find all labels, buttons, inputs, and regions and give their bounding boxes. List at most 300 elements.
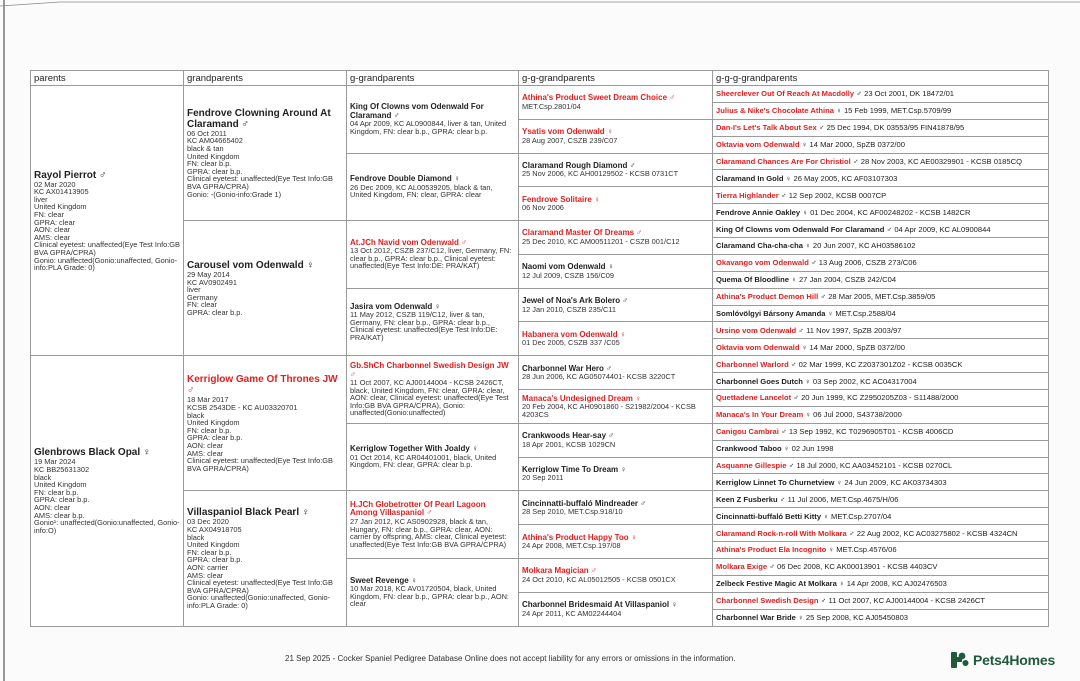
dog-detail-line: 13 Oct 2012, CSZB 237/C12, liver, Germany, FN: clear b.p., GPRA: clear b.p., Clinical eyetest: unaffected(Eye Test Info:DE: PRA/KAT) <box>350 246 512 271</box>
dog-name: Glenbrows Black Opal <box>34 447 141 459</box>
dog-name: Manaca's Undesigned Dream <box>522 393 633 403</box>
dog-name: Carousel vom Odenwald <box>187 259 304 271</box>
dog-name: Villaspaniol Black Pearl <box>187 507 300 519</box>
dog-cell-gg5 <box>347 356 519 424</box>
dog-detail-line: 20 Sep 2011 <box>522 473 564 483</box>
dog-name-link[interactable]: Crankwood Taboo <box>716 444 782 454</box>
dog-info: 02 Jun 1998 <box>791 444 834 454</box>
sex-icon: ♀ <box>791 275 797 285</box>
sex-icon: ♀ <box>801 342 808 352</box>
sex-icon: ♀ <box>619 329 626 339</box>
dog-name-link[interactable]: Charbonnel War Bride <box>716 613 796 623</box>
dog-name: Molkara Magician <box>522 566 589 576</box>
dog-name-link[interactable]: Molkara Exige <box>716 562 768 572</box>
dog-detail-line: 24 Apr 2008, MET.Csp.197/08 <box>522 541 621 550</box>
sex-icon: ♀ <box>142 447 151 459</box>
dog-detail-line: 29 May 2014 <box>187 269 230 279</box>
dog-detail-line: 18 Mar 2017 <box>187 395 229 405</box>
g-g-g-grandparent-cell <box>713 136 1049 153</box>
dog-detail-line: Clinical eyetest: unaffected(Eye Test Info:GB BVA GPRA/CPRA) <box>187 174 333 192</box>
dog-detail-line: 06 Oct 2011 <box>187 128 227 138</box>
dog-cell-gg2 <box>347 153 519 221</box>
dog-name: Gb.ShCh Charbonnel Swedish Design JW <box>350 361 509 371</box>
dog-cell-p2 <box>31 356 184 626</box>
dog-detail-line: Gonio: -(Gonio-info:Grade 1) <box>187 189 282 199</box>
dog-info: 03 Sep 2002, KC AC04317004 <box>812 376 917 386</box>
sex-icon: ♀ <box>823 511 829 521</box>
dog-detail-line: GPRA: clear b.p. <box>187 555 243 565</box>
sex-icon: ♀ <box>828 545 835 555</box>
dog-detail-line: 11 May 2012, CSZB 119/C12, liver & tan, Germany, FN: clear b.p., GPRA: clear b.p., Clinical eyetest: unaffected(Eye Test Info:DE: PRA/KAT) <box>350 310 498 342</box>
sex-icon: ♀ <box>838 579 845 589</box>
sex-icon: ♂ <box>779 494 786 504</box>
sex-icon: ♂ <box>426 508 433 518</box>
dog-info: 27 Jan 2004, CSZB 242/C04 <box>798 275 897 285</box>
dog-name: King Of Clowns vom Odenwald For Claramand <box>350 102 484 120</box>
dog-name-link[interactable]: Charbonnel Goes Dutch <box>716 376 803 386</box>
g-g-g-grandparent-cell <box>713 102 1049 119</box>
pedigree-row <box>31 86 1049 103</box>
dog-detail-line: 06 Nov 2006 <box>522 203 564 213</box>
g-g-g-grandparent-cell <box>713 119 1049 136</box>
g-g-g-grandparent-cell <box>713 390 1049 407</box>
g-g-g-grandparent-cell <box>713 187 1049 204</box>
dog-name-link[interactable] <box>34 170 180 181</box>
sex-icon: ♂ <box>790 359 797 369</box>
dog-info: 14 Mar 2000, SpZB 0372/00 <box>809 342 905 352</box>
g-g-g-grandparent-cell <box>713 491 1049 508</box>
dog-name: Charbonnel Bridesmaid At Villaspaniol <box>522 600 670 610</box>
sex-icon: ♂ <box>852 157 859 166</box>
sex-icon: ♂ <box>788 461 795 471</box>
dog-cell-ggg2 <box>519 119 713 153</box>
dog-detail-line: FN: clear b.p. <box>187 425 232 435</box>
dog-name-link[interactable]: Charbonnel Warlord <box>716 359 789 369</box>
dog-name: Rayol Pierrot <box>34 169 97 181</box>
dog-name: Ysatis vom Odenwald <box>522 127 605 137</box>
dog-detail-line: 28 Sep 2010, MET.Csp.918/10 <box>522 507 623 517</box>
sex-icon: ♂ <box>606 363 613 373</box>
dog-name: Athina's Product Sweet Dream Choice <box>522 93 668 103</box>
sex-icon: ♂ <box>781 427 787 437</box>
dog-info: 11 Nov 1997, SpZB 2003/97 <box>806 325 902 335</box>
dog-cell-gg4 <box>347 288 519 356</box>
dog-info: 12 Sep 2002, KCSB 0007CP <box>788 190 887 200</box>
dog-detail-line: AON: clear <box>187 440 224 450</box>
dog-detail-line: 26 Dec 2009, KC AL00539205, black & tan, United Kingdom, FN: clear, GPRA: clear <box>350 182 493 200</box>
dog-detail-line: 18 Apr 2001, KCSB 1029CN <box>522 439 616 449</box>
dog-name: At.JCh Navid vom Odenwald <box>350 237 459 247</box>
dog-cell-gg8 <box>347 558 519 626</box>
dog-info: 24 Jun 2009, KC AK03734303 <box>844 477 947 487</box>
g-g-g-grandparent-cell <box>713 592 1049 609</box>
g-g-g-grandparent-cell <box>713 440 1049 457</box>
dog-detail-line: KC AV0902491 <box>187 277 237 287</box>
dog-name-link[interactable]: Oktavia vom Odenwald <box>716 140 800 150</box>
g-g-g-grandparent-cell <box>713 221 1049 238</box>
sex-icon: ♂ <box>669 93 676 103</box>
dog-name: Kerriglow Time To Dream <box>522 464 619 474</box>
g-g-g-grandparent-cell <box>713 271 1049 288</box>
pedigree-row <box>31 356 1049 373</box>
footer-disclaimer: 21 Sep 2025 - Cocker Spaniel Pedigree Database Online does not accept liability for any errors or omissions in the information. <box>285 654 736 663</box>
dog-name-link[interactable]: Quettadene Lancelot <box>716 393 792 403</box>
dog-name: Charbonnel War Hero <box>522 363 604 373</box>
sex-icon: ♂ <box>848 528 855 538</box>
dog-detail-line: liver <box>187 285 201 295</box>
sex-icon: ♂ <box>769 562 775 572</box>
sex-icon: ♀ <box>635 393 642 403</box>
sex-icon: ♂ <box>810 258 817 268</box>
dog-info: 14 Mar 2000, SpZB 0372/00 <box>809 140 905 150</box>
g-g-g-grandparent-cell <box>713 542 1049 559</box>
brand-logo[interactable] <box>950 650 1055 670</box>
dog-detail-line: United Kingdom <box>34 480 87 490</box>
g-g-g-grandparent-cell <box>713 153 1049 170</box>
sex-icon: ♀ <box>607 262 614 272</box>
sex-icon: ♀ <box>454 174 461 183</box>
sex-icon: ♀ <box>827 309 834 319</box>
dog-cell-g4 <box>184 491 347 626</box>
sex-icon: ♀ <box>802 207 808 217</box>
dog-detail-line: black & tan <box>187 144 224 154</box>
dog-cell-ggg3 <box>519 153 713 187</box>
dog-name-link[interactable] <box>187 108 343 130</box>
dog-name-link[interactable]: Ursino vom Odenwald <box>716 325 797 335</box>
dog-cell-gg7 <box>347 491 519 559</box>
header-parents: parents <box>31 71 184 86</box>
brand-name: Pets4Homes <box>973 652 1056 668</box>
sex-icon: ♂ <box>461 237 468 247</box>
dog-info: 01 Dec 2004, KC AF00248202 - KCSB 1482CR <box>810 207 971 217</box>
dog-detail-line: 12 Jan 2010, CSZB 235/C11 <box>522 304 616 314</box>
dog-detail-line: 28 Jun 2006, KC AG05074401- KCSB 3220CT <box>522 372 676 382</box>
dog-cell-ggg7 <box>519 288 713 322</box>
dog-name-link[interactable]: Fendrove Annie Oakley <box>716 207 801 217</box>
sex-icon: ♂ <box>820 292 827 302</box>
dog-detail-line: FN: clear b.p. <box>187 159 232 169</box>
dog-name: Jasira vom Odenwald <box>350 301 433 311</box>
dog-name: Naomi vom Odenwald <box>522 262 606 272</box>
dog-detail-line: 04 Apr 2009, KC AL0900844, liver & tan, United Kingdom, FN: clear b.p., GPRA: clear b.p. <box>350 119 507 136</box>
dog-detail-line: GPRA: clear b.p. <box>34 495 90 505</box>
sex-icon: ♂ <box>780 190 787 200</box>
sex-icon: ♀ <box>805 241 811 251</box>
dog-detail-line: Germany <box>187 292 218 302</box>
dog-info: 15 Feb 1999, MET.Csp.5709/99 <box>843 106 952 116</box>
g-g-g-grandparent-cell <box>713 339 1049 356</box>
dog-detail-line: MET.Csp.2801/04 <box>522 101 581 111</box>
dog-info: MET.Csp.4576/06 <box>836 545 897 555</box>
g-g-g-grandparent-cell <box>713 254 1049 271</box>
dog-detail-line: Gonio¹: unaffected(Gonio:unaffected, Gonio-info:O) <box>34 518 180 535</box>
sex-icon: ♂ <box>629 160 636 170</box>
paw-icon <box>950 650 970 670</box>
sex-icon: ♂ <box>608 431 615 441</box>
sex-icon: ♀ <box>410 575 417 585</box>
dog-cell-ggg4 <box>519 187 713 221</box>
dog-detail-line: black <box>187 410 205 420</box>
dog-cell-gg3 <box>347 221 519 289</box>
header-g-g-g-grandparents: g-g-g-grandparents <box>713 71 1049 86</box>
g-g-g-grandparent-cell <box>713 204 1049 221</box>
dog-detail-line: United Kingdom <box>34 202 87 212</box>
dog-info: 11 Oct 2007, KC AJ00144004 - KCSB 2426CT <box>828 596 985 606</box>
dog-info: 06 Dec 2008, KC AK00013901 - KCSB 4403CV <box>777 562 938 572</box>
dog-detail-line: 27 Jan 2012, KC AS0902928, black & tan, Hungary, FN: clear b.p., GPRA: clear, AON: carrier by offspring, AMS: clear, Clinical eyetest: unaffected(Eye Test Info:GB BVA GPRA/CPRA) <box>350 516 507 549</box>
sex-icon: ♀ <box>805 410 812 420</box>
dog-detail-line: GPRA: clear <box>34 217 76 227</box>
dog-info: 18 Jul 2000, KC AA03452101 - KCSB 0270CL <box>796 461 953 471</box>
sex-icon: ♀ <box>801 140 808 150</box>
dog-cell-ggg9 <box>519 356 713 390</box>
dog-info: 28 Nov 2003, KC AE00329901 - KCSB 0185CQ <box>860 157 1022 166</box>
dog-detail-line: 28 Aug 2007, CSZB 239/C07 <box>522 135 618 145</box>
dog-name-link[interactable]: Claramand Rock-n-roll With Molkara <box>716 528 847 538</box>
dog-name-link[interactable]: Julius & Nike's Chocolate Athina <box>716 106 834 116</box>
dog-name: Cincinnatti-buffaló Mindreader <box>522 498 638 508</box>
dog-detail-line: AON: clear <box>34 502 71 512</box>
g-g-g-grandparent-cell <box>713 238 1049 255</box>
dog-cell-p1 <box>31 86 184 356</box>
g-g-g-grandparent-cell <box>713 288 1049 305</box>
dog-detail-line: United Kingdom <box>187 418 240 428</box>
sex-icon: ♂ <box>590 566 597 576</box>
dog-name-link[interactable]: Claramand Chances Are For Christiol <box>716 157 851 166</box>
dog-name-link[interactable]: Athina's Product Ela Incognito <box>716 545 827 555</box>
dog-detail-line: 19 Mar 2024 <box>34 457 76 467</box>
g-g-g-grandparent-cell <box>713 609 1049 626</box>
dog-cell-ggg12 <box>519 457 713 491</box>
g-g-g-grandparent-cell <box>713 305 1049 322</box>
dog-info: MET.Csp.2588/04 <box>835 309 896 319</box>
sex-icon: ♂ <box>818 123 825 133</box>
dog-info: 04 Apr 2009, KC AL0900844 <box>894 224 991 234</box>
dog-name: Athina's Product Happy Too <box>522 532 629 542</box>
dog-name-link[interactable]: Okavango vom Odenwald <box>716 258 809 268</box>
dog-name-link[interactable]: Tierra Highlander <box>716 190 779 200</box>
dog-detail-line: Gonio: unaffected(Gonio:unaffected, Gonio-info:PLA Grade: 0) <box>187 593 331 610</box>
dog-info: 23 Oct 2001, DK 18472/01 <box>864 89 955 99</box>
dog-cell-ggg13 <box>519 491 713 525</box>
dog-name-link[interactable]: Cincinnatti-buffaló Betti Kitty <box>716 511 822 521</box>
dog-info: 25 Dec 1994, DK 03553/95 FIN41878/95 <box>826 123 965 133</box>
dog-name: Jewel of Noa's Ark Bolero <box>522 296 621 306</box>
g-g-g-grandparent-cell <box>713 508 1049 525</box>
dog-info: 20 Jun 2007, KC AH03586102 <box>812 241 916 251</box>
dog-cell-gg6 <box>347 423 519 491</box>
sex-icon: ♂ <box>99 169 107 181</box>
dog-detail-line: 01 Oct 2014, KC AR04401001, black, United Kingdom, FN: clear, GPRA: clear b.p. <box>350 452 497 470</box>
dog-detail-line: FN: clear b.p. <box>187 547 232 557</box>
dog-name: Fendrove Double Diamond <box>350 174 452 183</box>
dog-name-link[interactable]: Sheerclever Out Of Reach At Macdolly <box>716 89 855 99</box>
dog-info: 13 Sep 1992, KC T0296905T01 - KCSB 4006CD <box>788 427 954 437</box>
dog-detail-line: GPRA: clear b.p. <box>187 433 243 443</box>
dog-detail-line: AMS: clear <box>187 448 224 458</box>
dog-detail-line: Gonio: unaffected(Gonio:unaffected, Gonio-info:PLA Grade: 0) <box>34 255 178 273</box>
sex-icon: ♀ <box>783 444 790 454</box>
dog-name-link[interactable]: Asquanne Gillespie <box>716 461 787 471</box>
dog-name: Sweet Revenge <box>350 575 409 585</box>
g-g-g-grandparent-cell <box>713 373 1049 390</box>
dog-name-link[interactable] <box>350 362 515 379</box>
sex-icon: ♂ <box>793 393 799 403</box>
sex-icon: ♀ <box>785 173 792 183</box>
header-g-grandparents: g-grandparents <box>347 71 519 86</box>
dog-name-link[interactable]: Manaca's In Your Dream <box>716 410 804 420</box>
header-g-g-grandparents: g-g-grandparents <box>519 71 713 86</box>
dog-name-link[interactable]: Charbonnel Swedish Design <box>716 596 819 606</box>
dog-cell-g2 <box>184 221 347 356</box>
dog-name-link[interactable]: Zelbeck Festive Magic At Molkara <box>716 579 837 589</box>
dog-detail-line: Clinical eyetest: unaffected(Eye Test Info:GB BVA GPRA/CPRA) <box>187 456 333 473</box>
dog-detail-line: GPRA: clear b.p. <box>187 166 243 176</box>
dog-detail-line: 25 Dec 2010, KC AM00511201 - CSZB 001/C12 <box>522 236 680 246</box>
dog-info: 28 Mar 2005, MET.Csp.3859/05 <box>828 292 936 302</box>
dog-cell-ggg14 <box>519 525 713 559</box>
dog-detail-line: AON: clear <box>34 225 71 235</box>
dog-detail-line: 02 Mar 2020 <box>34 179 76 189</box>
sex-icon: ♂ <box>640 498 647 508</box>
sex-icon: ♀ <box>798 613 804 623</box>
dog-detail-line: KC AX01413905 <box>34 187 89 197</box>
dog-info: 20 Jun 1999, KC Z2950205Z03 - S11488/2000 <box>801 393 959 403</box>
dog-cell-ggg15 <box>519 558 713 592</box>
dog-info: 02 Mar 1999, KC Z2037301Z02 - KCSB 0035CK <box>798 359 963 369</box>
dog-name: Claramand Master Of Dreams <box>522 228 635 238</box>
g-g-g-grandparent-cell <box>713 457 1049 474</box>
dog-name-link[interactable]: Kerriglow Linnet To Churnetview <box>716 477 835 487</box>
dog-name: H.JCh Globetrotter Of Pearl Lagoon Among Villaspaniol <box>350 499 486 518</box>
dog-name-link[interactable]: Dan-I's Let's Talk About Sex <box>716 123 817 133</box>
sex-icon: ♀ <box>306 259 314 271</box>
g-g-g-grandparent-cell <box>713 356 1049 373</box>
dog-cell-ggg8 <box>519 322 713 356</box>
dog-name: Claramand Rough Diamond <box>522 160 628 170</box>
dog-detail-line: liver <box>34 194 48 204</box>
dog-name-link[interactable] <box>350 103 515 120</box>
g-g-g-grandparent-cell <box>713 423 1049 440</box>
dog-name-link[interactable]: Quema Of Bloodline <box>716 275 789 285</box>
dog-detail-line: KCSB 2543DE - KC AU03320701 <box>187 402 298 412</box>
dog-cell-ggg10 <box>519 390 713 424</box>
dog-name: Fendrove Clowning Around At Claramand <box>187 107 331 130</box>
dog-cell-ggg6 <box>519 254 713 288</box>
dog-cell-gg1 <box>347 86 519 154</box>
dog-detail-line: 24 Oct 2010, KC AL05012505 - KCSB 0501CX <box>522 574 676 584</box>
sex-icon: ♂ <box>622 296 629 306</box>
dog-name-link[interactable]: Somlóvölgyi Bársony Amanda <box>716 309 826 319</box>
sex-icon: ♂ <box>636 228 643 238</box>
pedigree-table <box>30 70 1049 627</box>
sex-icon: ♀ <box>301 507 310 519</box>
dog-detail-line: 25 Nov 2006, KC AH00129502 - KCSB 0731CT <box>522 169 679 179</box>
header-grandparents: grandparents <box>184 71 347 86</box>
dog-name-link[interactable]: Canigou Cambrai <box>716 427 779 437</box>
dog-detail-line: black <box>187 532 205 542</box>
dog-detail-line: KC AX04918705 <box>187 524 242 534</box>
g-g-g-grandparent-cell <box>713 575 1049 592</box>
dog-detail-line: KC AM04665402 <box>187 136 243 146</box>
dog-name: Kerriglow Game Of Thrones JW <box>187 374 338 386</box>
sex-icon: ♀ <box>434 301 441 311</box>
sex-icon: ♀ <box>620 464 627 474</box>
dog-detail-line: FN: clear <box>34 209 64 219</box>
dog-name: Fendrove Solitaire <box>522 194 592 204</box>
dog-name-link[interactable]: Claramand Cha-cha-cha <box>716 241 803 251</box>
sex-icon: ♂ <box>350 369 356 379</box>
dog-detail-line: Clinical eyetest: unaffected(Eye Test Info:GB BVA GPRA/CPRA) <box>187 578 333 595</box>
dog-detail-line: GPRA: clear b.p. <box>187 307 243 317</box>
dog-detail-line: FN: clear <box>187 300 217 310</box>
dog-detail-line: AON: carrier <box>187 562 229 572</box>
sex-icon: ♀ <box>671 600 678 610</box>
dog-info: 11 Jul 2006, MET.Csp.4675/H/06 <box>787 494 899 504</box>
dog-cell-ggg11 <box>519 423 713 457</box>
dog-name-link[interactable]: Athina's Product Demon Hill <box>716 292 819 302</box>
dog-detail-line: 01 Dec 2005, CSZB 337 /C05 <box>522 338 620 348</box>
dog-cell-ggg1 <box>519 86 713 120</box>
dog-cell-ggg5 <box>519 221 713 255</box>
pedigree-row <box>31 491 1049 508</box>
dog-detail-line: 20 Feb 2004, KC AH0901860 - S21982/2004 - KCSB 4203CS <box>522 402 696 419</box>
g-g-g-grandparent-cell <box>713 406 1049 423</box>
dog-cell-g3 <box>184 356 347 491</box>
header-row <box>31 71 1049 86</box>
sex-icon: ♂ <box>798 325 804 335</box>
sex-icon: ♀ <box>805 376 811 386</box>
sex-icon: ♂ <box>241 118 249 130</box>
dog-detail-line: United Kingdom <box>187 151 240 161</box>
g-g-g-grandparent-cell <box>713 170 1049 187</box>
dog-name-link[interactable]: Claramand In Gold <box>716 173 784 183</box>
sex-icon: ♀ <box>472 444 479 454</box>
dog-info: MET.Csp.2707/04 <box>831 511 892 521</box>
g-g-g-grandparent-cell <box>713 558 1049 575</box>
dog-info: 13 Aug 2006, CSZB 273/C06 <box>818 258 917 268</box>
dog-detail-line: United Kingdom <box>187 540 240 550</box>
dog-name-link[interactable]: Keen Z Fusberku <box>716 494 778 504</box>
dog-name: Habanera vom Odenwald <box>522 329 618 339</box>
sex-icon: ♀ <box>594 194 601 204</box>
dog-info: 06 Jul 2000, S43738/2000 <box>813 410 902 420</box>
dog-detail-line: Clinical eyetest: unaffected(Eye Test Info:GB BVA GPRA/CPRA) <box>34 240 180 257</box>
dog-name-link[interactable] <box>187 374 343 396</box>
dog-detail-line: 12 Jul 2009, CSZB 156/C09 <box>522 270 615 280</box>
dog-name-link[interactable]: King Of Clowns vom Odenwald For Claramand <box>716 224 885 234</box>
dog-name-link[interactable]: Oktavia vom Odenwald <box>716 342 800 352</box>
sex-icon: ♀ <box>836 106 842 116</box>
dog-info: 26 May 2005, KC AF03107303 <box>793 173 898 183</box>
dog-detail-line: AMS: clear <box>187 570 224 580</box>
dog-detail-line: black <box>34 472 52 482</box>
dog-info: 25 Sep 2008, KC AJ05450803 <box>805 613 909 623</box>
g-g-g-grandparent-cell <box>713 525 1049 542</box>
dog-name-link[interactable] <box>350 501 515 518</box>
dog-detail-line: 11 Oct 2007, KC AJ00144004 - KCSB 2426CT, black, United Kingdom, FN: clear, GPRA: clear, AON: clear, Clinical eyetest: unaffected(Eye Test Info:GB BVA GPRA/CPRA), Gonio: unaffected(Gonio:unaffected) <box>350 378 509 418</box>
sex-icon: ♂ <box>187 385 195 397</box>
g-g-g-grandparent-cell <box>713 86 1049 103</box>
dog-detail-line: AMS: clear b.p. <box>34 510 85 520</box>
dog-cell-g1 <box>184 86 347 221</box>
sex-icon: ♂ <box>856 89 862 99</box>
sex-icon: ♂ <box>820 596 827 606</box>
g-g-g-grandparent-cell <box>713 474 1049 491</box>
dog-name: Crankwoods Hear-say <box>522 431 607 441</box>
sex-icon: ♀ <box>836 477 843 487</box>
sex-icon: ♀ <box>630 532 637 542</box>
